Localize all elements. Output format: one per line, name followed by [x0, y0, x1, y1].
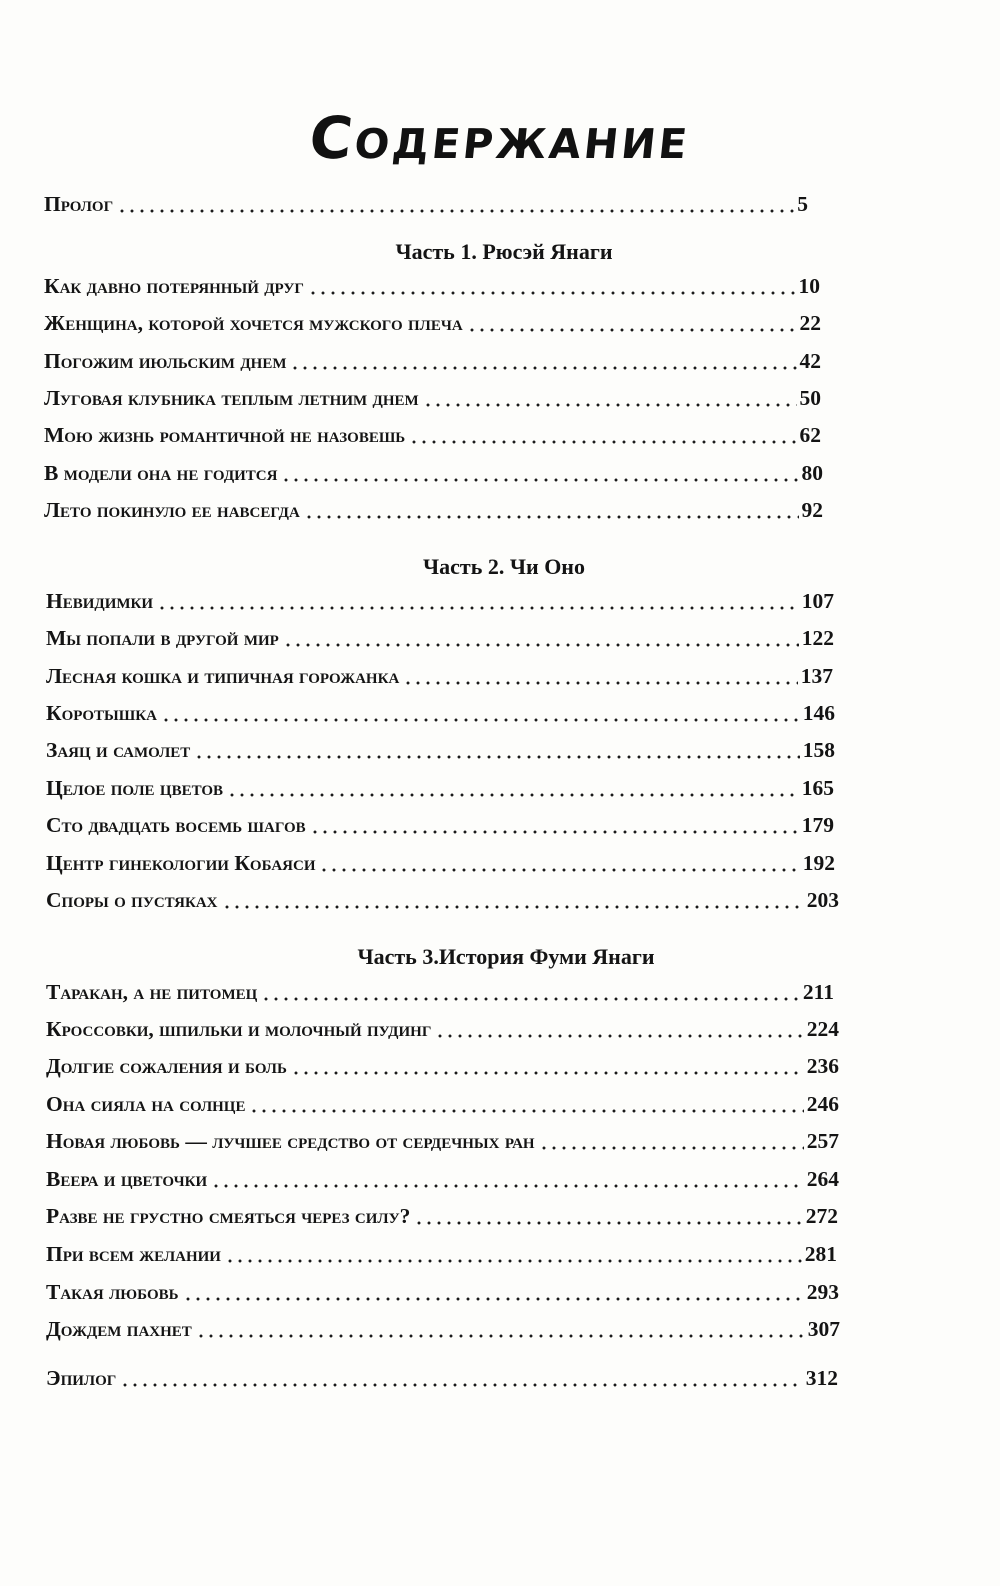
toc-entry-label: Женщина, которой хочется мужского плеча	[44, 311, 463, 335]
toc-entry-page: 293	[806, 1280, 839, 1304]
toc-entry[interactable]	[44, 419, 821, 451]
toc-entry-label: Центр гинекологии Кобаяси	[46, 851, 316, 875]
part-heading-1: Часть 1. Рюсэй Янаги	[395, 239, 613, 264]
dot-leader	[414, 1221, 802, 1225]
dot-leader	[227, 793, 799, 797]
toc-entry[interactable]	[46, 660, 833, 692]
toc-entry[interactable]	[46, 1125, 839, 1157]
dot-leader	[435, 1034, 803, 1038]
dot-leader	[196, 1334, 805, 1338]
dot-leader	[157, 606, 799, 610]
toc-entry-page: 62	[799, 423, 821, 447]
toc-entry-page: 22	[799, 311, 821, 335]
toc-entry[interactable]	[46, 1013, 839, 1045]
toc-entry-page: 272	[805, 1204, 838, 1228]
toc-entry[interactable]	[44, 307, 821, 339]
dot-leader	[308, 291, 796, 295]
toc-entry-label: Сто двадцать восемь шагов	[46, 813, 306, 837]
toc-entry[interactable]	[44, 345, 821, 377]
dot-leader	[120, 1383, 802, 1387]
toc-entry-label: Как давно потерянный друг	[44, 274, 304, 298]
dot-leader	[281, 478, 798, 482]
toc-entry-label: Погожим июльским днем	[44, 349, 287, 373]
toc-entry-label: Новая любовь — лучшее средство от сердечных ран	[46, 1129, 535, 1153]
toc-entry-label: В модели она не годится	[44, 461, 278, 485]
part-heading-2: Часть 2. Чи Оно	[423, 554, 585, 579]
toc-entry[interactable]	[46, 585, 834, 617]
toc-entry-page: 146	[802, 701, 835, 725]
toc-entry-page: 203	[806, 888, 839, 912]
dot-leader	[222, 905, 804, 909]
part-heading-3: Часть 3.История Фуми Янаги	[357, 944, 655, 969]
toc-entry-label: Веера и цветочки	[46, 1167, 208, 1191]
toc-entry[interactable]	[46, 1276, 839, 1308]
toc-entry-label: Мы попали в другой мир	[46, 626, 279, 650]
toc-entry-page: 236	[806, 1054, 839, 1078]
toc-entry[interactable]	[46, 697, 835, 729]
dot-leader	[194, 755, 799, 759]
toc-entry-label: Такая любовь	[46, 1280, 179, 1304]
toc-entry[interactable]	[46, 809, 834, 841]
dot-leader	[211, 1184, 804, 1188]
toc-entry-page: 246	[806, 1092, 839, 1116]
toc-entry-page: 257	[806, 1129, 839, 1153]
toc-entry-label: Лето покинуло ее навсегда	[44, 498, 300, 522]
toc-entry-label: Целое поле цветов	[46, 776, 224, 800]
page-title: Содержание	[306, 104, 694, 172]
toc-entry-page: 192	[802, 851, 835, 875]
toc-entry-page: 264	[806, 1167, 839, 1191]
toc-entry-page: 158	[802, 738, 835, 762]
toc-entry[interactable]	[44, 457, 823, 489]
toc-entry[interactable]	[46, 1238, 837, 1270]
toc-entry[interactable]	[44, 270, 820, 302]
toc-entry[interactable]	[46, 1050, 839, 1082]
dot-leader	[310, 830, 799, 834]
toc-entry[interactable]	[44, 494, 823, 526]
toc-entry-page: 92	[801, 498, 823, 522]
toc-entry-label: Эпилог	[46, 1366, 117, 1390]
toc-entry-label: Дождем пахнет	[46, 1317, 192, 1341]
dot-leader	[319, 868, 799, 872]
toc-entry-page: 10	[798, 274, 820, 298]
toc-entry-page: 80	[801, 461, 823, 485]
toc-entry-page: 281	[804, 1242, 837, 1266]
toc-entry-label: Она сияла на солнце	[46, 1092, 246, 1116]
toc-entry-label: Долгие сожаления и боль	[46, 1054, 287, 1078]
toc-entry-label: При всем желании	[46, 1242, 221, 1266]
dot-leader	[403, 681, 797, 685]
toc-entry-label: Луговая клубника теплым летним днем	[44, 386, 419, 410]
dot-leader	[183, 1297, 804, 1301]
toc-entry-page: 122	[801, 626, 834, 650]
dot-leader	[117, 209, 794, 213]
toc-entry-label: Разве не грустно смеяться через силу?	[46, 1204, 411, 1228]
toc-entry-label: Мою жизнь романтичной не назовешь	[44, 423, 406, 447]
toc-entry-label: Лесная кошка и типичная горожанка	[46, 664, 400, 688]
toc-entry[interactable]	[46, 734, 835, 766]
toc-entry-page: 312	[805, 1366, 838, 1390]
toc-entry[interactable]	[46, 1200, 838, 1232]
dot-leader	[249, 1109, 803, 1113]
toc-entry[interactable]	[46, 1313, 840, 1345]
dot-leader	[261, 997, 800, 1001]
toc-entry-page: 211	[802, 980, 834, 1004]
toc-entry[interactable]	[46, 622, 834, 654]
toc-entry-page: 224	[806, 1017, 839, 1041]
dot-leader	[409, 440, 796, 444]
toc-entry[interactable]	[46, 1088, 839, 1120]
dot-leader	[283, 643, 799, 647]
dot-leader	[225, 1259, 802, 1263]
dot-leader	[290, 366, 796, 370]
toc-entry-page: 165	[801, 776, 834, 800]
dot-leader	[423, 403, 797, 407]
toc-entry-label: Коротышка	[46, 701, 157, 725]
toc-entry-page: 179	[801, 813, 834, 837]
toc-entry-label: Пролог	[44, 192, 114, 216]
toc-entry-epilogue[interactable]	[46, 1362, 838, 1394]
toc-entry-page: 307	[807, 1317, 840, 1341]
toc-entry-label: Таракан, а не питомец	[46, 980, 258, 1004]
toc-entry-page: 107	[801, 589, 834, 613]
toc-entry[interactable]	[46, 847, 835, 879]
toc-entry-label: Кроссовки, шпильки и молочный пудинг	[46, 1017, 432, 1041]
dot-leader	[467, 328, 797, 332]
toc-entry-label: Невидимки	[46, 589, 154, 613]
toc-entry-page: 137	[800, 664, 833, 688]
toc-entry[interactable]	[46, 976, 834, 1008]
toc-entry[interactable]	[46, 884, 839, 916]
toc-entry-page: 5	[797, 192, 808, 216]
toc-entry-label: Споры о пустяках	[46, 888, 218, 912]
dot-leader	[539, 1146, 804, 1150]
toc-entry-label: Заяц и самолет	[46, 738, 191, 762]
dot-leader	[304, 515, 799, 519]
toc-entry[interactable]	[46, 1163, 839, 1195]
toc-entry-prologue[interactable]	[44, 188, 808, 220]
toc-entry[interactable]	[46, 772, 834, 804]
dot-leader	[291, 1071, 804, 1075]
dot-leader	[161, 718, 800, 722]
toc-entry[interactable]	[44, 382, 821, 414]
toc-entry-page: 42	[799, 349, 821, 373]
toc-entry-page: 50	[799, 386, 821, 410]
